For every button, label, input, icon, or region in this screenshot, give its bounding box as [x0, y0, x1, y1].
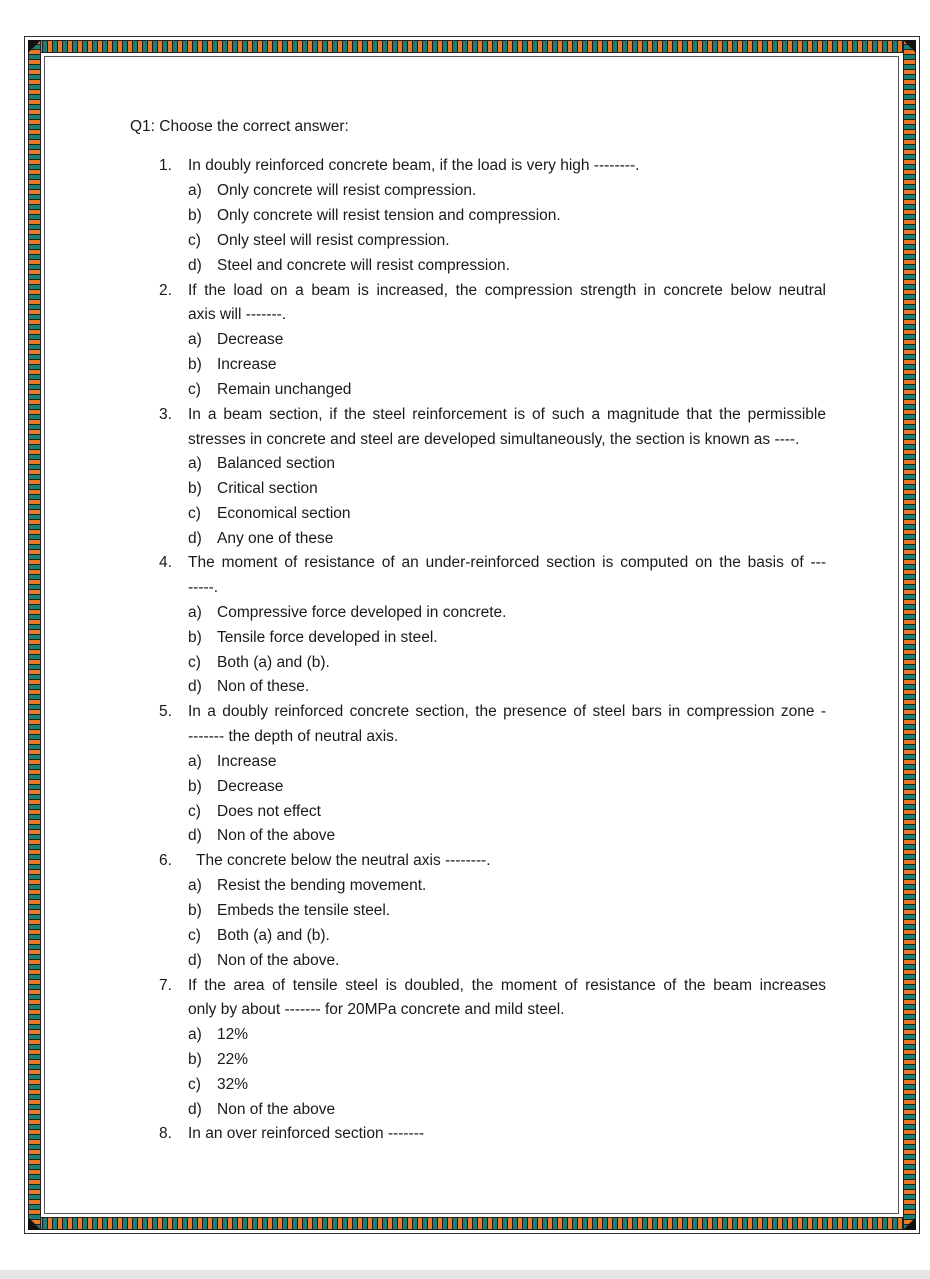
question-text: If the area of tensile steel is doubled, the moment of resistance of the beam increases — [188, 977, 826, 994]
option-text: 12% — [217, 1026, 249, 1043]
option-text: 32% — [217, 1076, 249, 1093]
question-number: 3. — [159, 406, 172, 423]
option-letter: d) — [188, 827, 202, 844]
option-letter: d) — [188, 1101, 202, 1118]
question-number: 6. — [159, 852, 172, 869]
option-letter: b) — [188, 207, 202, 224]
question-number: 2. — [159, 282, 172, 299]
option-letter: c) — [188, 654, 201, 671]
question-number: 8. — [159, 1125, 172, 1142]
question-text: In an over reinforced section ------- — [188, 1125, 425, 1142]
option-text: Non of the above — [217, 827, 336, 844]
option-letter: d) — [188, 530, 202, 547]
question-text: In a doubly reinforced concrete section, the presence of steel bars in compression zone - — [188, 703, 826, 720]
option-letter: b) — [188, 778, 202, 795]
option-text: Balanced section — [217, 455, 336, 472]
option-letter: b) — [188, 480, 202, 497]
option-letter: b) — [188, 1051, 202, 1068]
option-text: Only steel will resist compression. — [217, 232, 450, 249]
question-heading: Q1: Choose the correct answer: — [130, 118, 349, 135]
option-text: Increase — [217, 356, 277, 373]
page-bottom-strip — [0, 1270, 930, 1279]
option-text: Only concrete will resist compression. — [217, 182, 477, 199]
option-text: Compressive force developed in concrete. — [217, 604, 507, 621]
option-text: Only concrete will resist tension and compression. — [217, 207, 561, 224]
option-letter: a) — [188, 604, 202, 621]
option-letter: c) — [188, 803, 201, 820]
option-letter: b) — [188, 902, 202, 919]
option-text: Remain unchanged — [217, 381, 352, 398]
option-text: Embeds the tensile steel. — [217, 902, 391, 919]
question-number: 5. — [159, 703, 172, 720]
option-letter: a) — [188, 877, 202, 894]
option-text: Non of the above. — [217, 952, 340, 969]
question-text-continued: -----. — [188, 579, 219, 596]
option-letter: d) — [188, 678, 202, 695]
option-text: Decrease — [217, 778, 284, 795]
option-text: Tensile force developed in steel. — [217, 629, 438, 646]
option-letter: a) — [188, 455, 202, 472]
option-letter: c) — [188, 232, 201, 249]
option-text: Does not effect — [217, 803, 321, 820]
option-text: Any one of these — [217, 530, 334, 547]
option-letter: a) — [188, 331, 202, 348]
option-letter: c) — [188, 505, 201, 522]
question-text: If the load on a beam is increased, the compression strength in concrete below neutral — [188, 282, 826, 299]
question-text-continued: only by about ------- for 20MPa concrete and mild steel. — [188, 1001, 565, 1018]
question-number: 1. — [159, 157, 172, 174]
option-letter: b) — [188, 356, 202, 373]
option-text: Both (a) and (b). — [217, 654, 330, 671]
option-letter: d) — [188, 257, 202, 274]
option-text: Critical section — [217, 480, 318, 497]
option-text: Steel and concrete will resist compression. — [217, 257, 510, 274]
question-number: 4. — [159, 554, 172, 571]
option-letter: c) — [188, 1076, 201, 1093]
option-text: Economical section — [217, 505, 351, 522]
option-letter: c) — [188, 381, 201, 398]
option-letter: b) — [188, 629, 202, 646]
option-letter: a) — [188, 1026, 202, 1043]
question-text-continued: ------- the depth of neutral axis. — [188, 728, 399, 745]
question-text: In doubly reinforced concrete beam, if the load is very high --------. — [188, 157, 640, 174]
option-text: Decrease — [217, 331, 284, 348]
question-text: In a beam section, if the steel reinforcement is of such a magnitude that the permissible — [188, 406, 826, 423]
option-text: Non of the above — [217, 1101, 336, 1118]
option-letter: c) — [188, 927, 201, 944]
question-text: The concrete below the neutral axis --------. — [196, 852, 491, 869]
option-letter: a) — [188, 753, 202, 770]
option-text: 22% — [217, 1051, 249, 1068]
option-text: Resist the bending movement. — [217, 877, 427, 894]
option-text: Non of these. — [217, 678, 310, 695]
option-letter: a) — [188, 182, 202, 199]
question-number: 7. — [159, 977, 172, 994]
option-text: Increase — [217, 753, 277, 770]
option-letter: d) — [188, 952, 202, 969]
option-text: Both (a) and (b). — [217, 927, 330, 944]
question-text-continued: axis will -------. — [188, 306, 287, 323]
question-text-continued: stresses in concrete and steel are developed simultaneously, the section is known as ----. — [188, 431, 800, 448]
question-text: The moment of resistance of an under-reinforced section is computed on the basis of --- — [188, 554, 826, 571]
